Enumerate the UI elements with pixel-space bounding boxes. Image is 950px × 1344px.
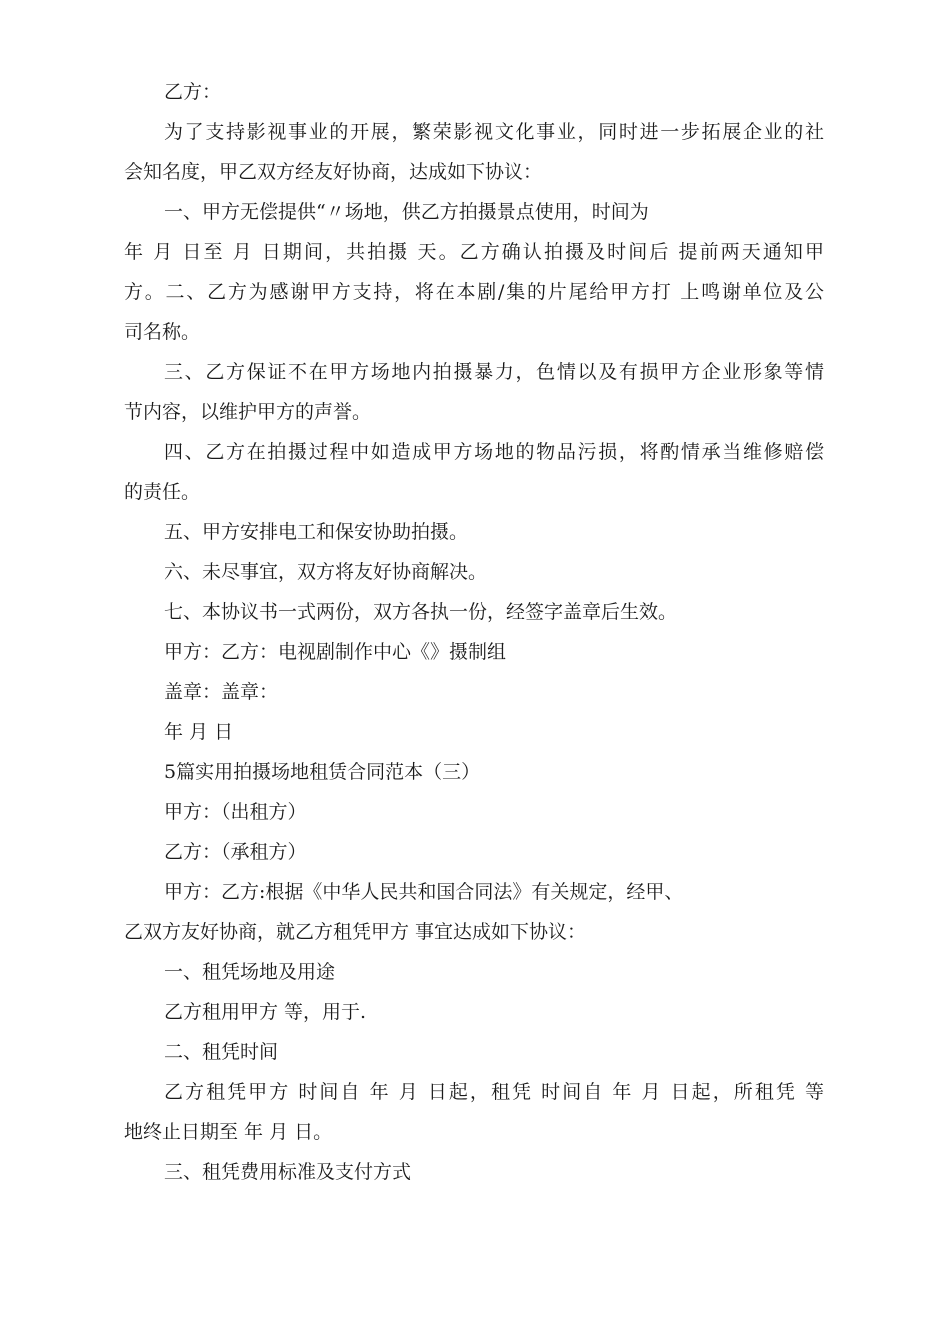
paragraph-text: 三、乙方保证不在甲方场地内拍摄暴力，色情以及有损甲方企业形象等情 xyxy=(164,361,824,383)
clause-heading: 三、租凭费用标准及支付方式 xyxy=(164,1161,412,1183)
paragraph-text: 节内容，以维护甲方的声誉。 xyxy=(124,401,372,423)
paragraph-text: 地终止日期至 年 月 日。 xyxy=(124,1121,333,1143)
clause-heading: 二、租凭时间 xyxy=(164,1041,279,1063)
section-heading: 5篇实用拍摄场地租赁合同范本（三） xyxy=(164,761,481,783)
signature-line: 甲方：乙方：电视剧制作中心《》摄制组 xyxy=(164,641,507,663)
paragraph-text: 甲方：乙方:根据《中华人民共和国合同法》有关规定，经甲、 xyxy=(164,881,684,903)
party-a-line: 甲方：（出租方） xyxy=(164,801,307,823)
paragraph-text: 一、甲方无偿提供“〃场地，供乙方拍摄景点使用，时间为 xyxy=(164,201,649,223)
paragraph-text: 会知名度，甲乙双方经友好协商，达成如下协议： xyxy=(124,161,543,183)
paragraph-text: 司名称。 xyxy=(124,321,201,343)
paragraph-text: 为了支持影视事业的开展，繁荣影视文化事业，同时进一步拓展企业的社 xyxy=(164,121,824,143)
paragraph-text: 五、甲方安排电工和保安协助拍摄。 xyxy=(164,521,469,543)
paragraph-text: 年 月 日至 月 日期间，共拍摄 天。乙方确认拍摄及时间后 提前两天通知甲 xyxy=(124,241,824,263)
paragraph-text: 乙方租凭甲方 时间自 年 月 日起，租凭 时间自 年 月 日起，所租凭 等 xyxy=(164,1081,824,1103)
paragraph-text: 七、本协议书一式两份，双方各执一份，经签字盖章后生效。 xyxy=(164,601,678,623)
seal-line: 盖章：盖章： xyxy=(164,681,279,703)
paragraph-text: 的责任。 xyxy=(124,481,201,503)
paragraph-text: 六、未尽事宜，双方将友好协商解决。 xyxy=(164,561,488,583)
paragraph-text: 乙双方友好协商，就乙方租凭甲方 事宜达成如下协议： xyxy=(124,921,587,943)
paragraph-text: 方。二、乙方为感谢甲方支持，将在本剧/集的片尾给甲方打 上鸣谢单位及公 xyxy=(124,281,824,303)
date-line: 年 月 日 xyxy=(164,721,234,743)
text-line: 乙方： xyxy=(164,81,222,103)
party-b-line: 乙方：（承租方） xyxy=(164,841,307,863)
paragraph-text: 乙方租用甲方 等，用于. xyxy=(164,1001,367,1023)
clause-heading: 一、租凭场地及用途 xyxy=(164,961,336,983)
paragraph-text: 四、乙方在拍摄过程中如造成甲方场地的物品污损，将酌情承当维修赔偿 xyxy=(164,441,824,463)
